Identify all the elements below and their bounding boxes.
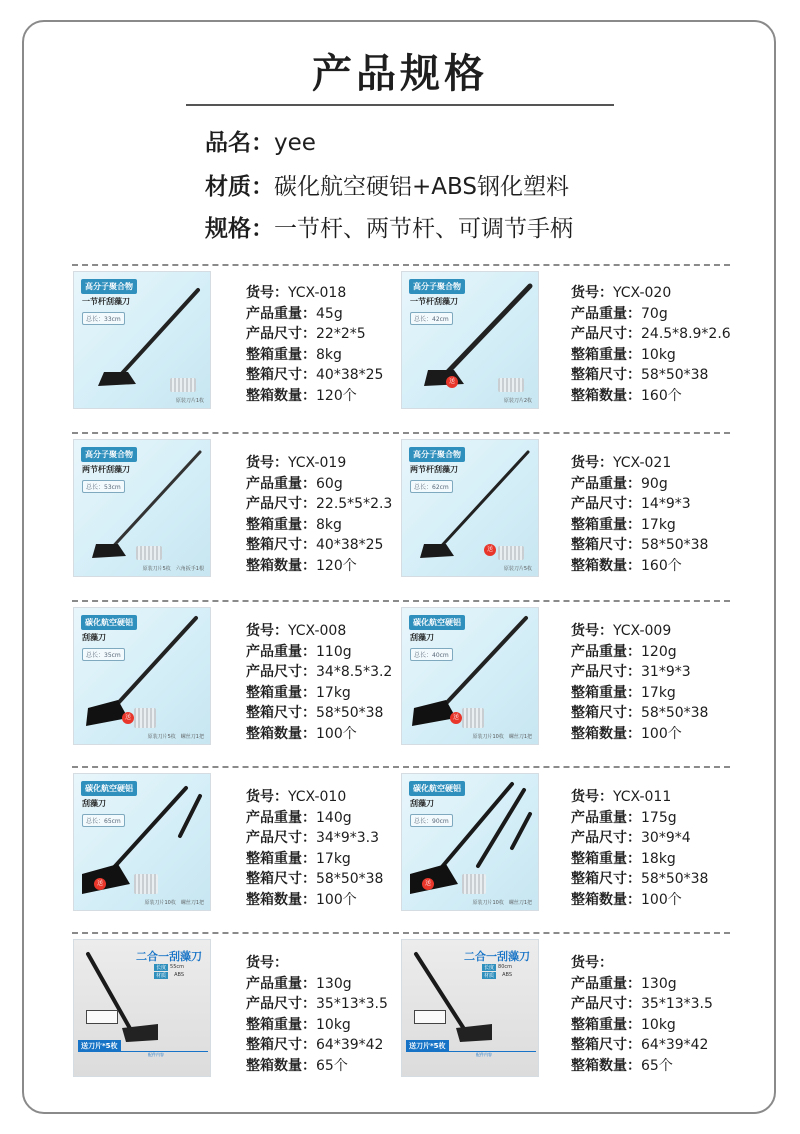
spec-label: 品名： — [205, 130, 274, 156]
size-value: 14*9*3 — [641, 496, 691, 513]
spec-label: 规格： — [205, 216, 274, 242]
product-heading: 二合一刮藻刀 — [464, 950, 530, 963]
product-info — [246, 787, 383, 911]
field-label: 产品重量： — [571, 475, 641, 492]
weight-value: 45g — [316, 305, 343, 322]
length-badge: 总长：53cm — [82, 480, 125, 493]
box-size-value: 58*50*38 — [641, 537, 709, 554]
spec-value: 一节杆、两节杆、可调节手柄 — [274, 216, 573, 242]
box-qty-value: 160个 — [641, 557, 682, 574]
blade-refill-icon — [498, 378, 524, 392]
field-label: 整箱尺寸： — [246, 537, 316, 554]
field-label: 货号： — [571, 285, 613, 301]
field-label: 整箱尺寸： — [246, 705, 316, 722]
length-badge: 总长：33cm — [82, 312, 125, 325]
sku-value: YCX-008 — [288, 623, 347, 639]
size-value: 35*13*3.5 — [641, 996, 713, 1013]
field-label: 货号： — [246, 955, 288, 971]
field-label: 产品重量： — [571, 809, 641, 826]
length-badge: 总长：40cm — [410, 648, 453, 661]
material-tag: 碳化航空硬铝 — [409, 615, 465, 630]
weight-value: 70g — [641, 305, 668, 322]
product-info — [246, 453, 392, 577]
product-image — [401, 773, 539, 911]
size-value: 34*9*3.3 — [316, 830, 379, 847]
product-subtitle: 刮藻刀 — [82, 633, 106, 642]
box-weight-value: 17kg — [641, 516, 676, 533]
field-label: 货号： — [246, 285, 288, 301]
field-label: 整箱重量： — [571, 1016, 641, 1033]
accessory-caption: 配件内容 — [104, 1051, 208, 1062]
blade-refill-icon — [170, 378, 196, 392]
sku-value: YCX-009 — [613, 623, 672, 639]
accessory-caption: 配件内容 — [432, 1051, 536, 1062]
field-label: 整箱数量： — [246, 1057, 316, 1074]
dashed-divider — [72, 766, 730, 768]
gift-badge: 送 — [446, 376, 458, 388]
sku-value: YCX-011 — [613, 789, 672, 805]
field-label: 整箱重量： — [571, 684, 641, 701]
field-label: 整箱数量： — [246, 725, 316, 742]
dashed-divider — [72, 432, 730, 434]
field-label: 产品重量： — [571, 305, 641, 322]
product-image — [401, 939, 539, 1077]
product-image — [401, 439, 539, 577]
box-size-value: 40*38*25 — [316, 367, 384, 384]
material-tag: 碳化航空硬铝 — [81, 781, 137, 796]
spec-label: 材质： — [205, 174, 274, 200]
blade-refill-icon — [498, 546, 524, 560]
weight-value: 110g — [316, 643, 352, 660]
product-image — [401, 607, 539, 745]
field-label: 货号： — [571, 955, 613, 971]
field-label: 整箱数量： — [246, 557, 316, 574]
field-label: 货号： — [571, 455, 613, 471]
box-weight-value: 8kg — [316, 516, 342, 533]
field-label: 产品尺寸： — [571, 326, 641, 343]
accessory-caption: 原装刀片5枚 六角扳手1根 — [142, 566, 204, 572]
product-subtitle: 一节杆刮藻刀 — [82, 297, 130, 306]
product-info — [571, 787, 708, 911]
box-weight-value: 10kg — [641, 346, 676, 363]
weight-value: 60g — [316, 475, 343, 492]
box-size-value: 58*50*38 — [641, 871, 709, 888]
field-label: 产品尺寸： — [246, 830, 316, 847]
blade-refill-icon — [136, 546, 162, 560]
box-qty-value: 100个 — [641, 725, 682, 742]
accessory-caption: 原装刀片10枚 螺丝刀1把 — [472, 900, 532, 906]
field-label: 整箱数量： — [246, 387, 316, 404]
product-info — [571, 621, 708, 745]
box-weight-value: 10kg — [641, 1016, 676, 1033]
product-info — [571, 453, 708, 577]
spec-name — [205, 124, 316, 157]
product-subtitle: 两节杆刮藻刀 — [82, 465, 130, 474]
weight-value: 140g — [316, 809, 352, 826]
product-info — [571, 283, 731, 407]
sku-value: YCX-019 — [288, 455, 347, 471]
field-label: 产品尺寸： — [571, 830, 641, 847]
blade-refill-icon — [462, 874, 486, 894]
sku-value: YCX-021 — [613, 455, 672, 471]
field-label: 整箱重量： — [246, 516, 316, 533]
field-label: 整箱重量： — [246, 1016, 316, 1033]
weight-value: 120g — [641, 643, 677, 660]
field-label: 产品尺寸： — [571, 996, 641, 1013]
gift-badge: 送 — [94, 878, 106, 890]
product-image — [73, 939, 211, 1077]
material-tag: 高分子聚合物 — [81, 279, 137, 294]
material-tag: 碳化航空硬铝 — [409, 781, 465, 796]
field-label: 整箱重量： — [571, 346, 641, 363]
size-value: 31*9*3 — [641, 664, 691, 681]
product-image — [73, 271, 211, 409]
field-label: 整箱数量： — [571, 557, 641, 574]
size-value: 34*8.5*3.2 — [316, 664, 393, 681]
spec-key: 长度 — [483, 965, 494, 971]
field-label: 产品重量： — [246, 475, 316, 492]
spec-variants — [205, 210, 573, 243]
material-tag: 高分子聚合物 — [81, 447, 137, 462]
box-size-value: 58*50*38 — [316, 871, 384, 888]
sku-value: YCX-010 — [288, 789, 347, 805]
length-badge: 总长：62cm — [410, 480, 453, 493]
gift-badge: 送 — [450, 712, 462, 724]
box-size-value: 58*50*38 — [641, 705, 709, 722]
gift-label: 送刀片*5枚 — [406, 1040, 449, 1052]
box-qty-value: 65个 — [641, 1057, 673, 1074]
spec-value: 碳化航空硬铝+ABS钢化塑料 — [274, 174, 569, 200]
product-image — [73, 439, 211, 577]
length-badge: 总长：35cm — [82, 648, 125, 661]
product-subtitle: 两节杆刮藻刀 — [410, 465, 458, 474]
accessory-caption: 原装刀片5枚 螺丝刀1把 — [147, 734, 204, 740]
title-underline — [186, 104, 614, 106]
box-qty-value: 100个 — [316, 725, 357, 742]
field-label: 整箱数量： — [571, 725, 641, 742]
field-label: 整箱尺寸： — [571, 871, 641, 888]
field-label: 货号： — [571, 789, 613, 805]
field-label: 整箱数量： — [571, 1057, 641, 1074]
field-label: 产品尺寸： — [246, 496, 316, 513]
size-value: 35*13*3.5 — [316, 996, 388, 1013]
product-info — [246, 283, 383, 407]
spec-material — [205, 168, 569, 201]
box-qty-value: 100个 — [316, 891, 357, 908]
field-label: 产品尺寸： — [246, 996, 316, 1013]
gift-badge: 送 — [422, 878, 434, 890]
spec-key: 材质 — [155, 973, 166, 979]
product-subtitle: 刮藻刀 — [82, 799, 106, 808]
box-size-value: 58*50*38 — [641, 367, 709, 384]
field-label: 货号： — [246, 455, 288, 471]
box-qty-value: 65个 — [316, 1057, 348, 1074]
field-label: 产品尺寸： — [571, 496, 641, 513]
box-qty-value: 100个 — [641, 891, 682, 908]
field-label: 整箱尺寸： — [246, 367, 316, 384]
product-image — [401, 271, 539, 409]
blade-box-icon — [414, 1010, 446, 1024]
field-label: 整箱尺寸： — [571, 705, 641, 722]
field-label: 整箱尺寸： — [246, 871, 316, 888]
field-label: 整箱重量： — [571, 516, 641, 533]
field-label: 产品重量： — [246, 305, 316, 322]
box-weight-value: 17kg — [641, 684, 676, 701]
weight-value: 130g — [316, 975, 352, 992]
box-weight-value: 17kg — [316, 684, 351, 701]
product-subtitle: 刮藻刀 — [410, 633, 434, 642]
box-size-value: 40*38*25 — [316, 537, 384, 554]
field-label: 货号： — [246, 623, 288, 639]
spec-val: 80cm — [498, 964, 512, 970]
length-badge: 总长：90cm — [410, 814, 453, 827]
field-label: 货号： — [246, 789, 288, 805]
product-info — [571, 953, 713, 1077]
blade-box-icon — [86, 1010, 118, 1024]
gift-badge: 送 — [484, 544, 496, 556]
accessory-caption: 原装刀片10枚 螺丝刀1把 — [472, 734, 532, 740]
box-weight-value: 10kg — [316, 1016, 351, 1033]
spec-val: ABS — [174, 972, 184, 978]
box-qty-value: 120个 — [316, 557, 357, 574]
box-qty-value: 160个 — [641, 387, 682, 404]
field-label: 整箱尺寸： — [571, 537, 641, 554]
size-value: 24.5*8.9*2.6 — [641, 326, 731, 343]
field-label: 产品重量： — [246, 643, 316, 660]
dashed-divider — [72, 600, 730, 602]
box-size-value: 64*39*42 — [641, 1037, 709, 1054]
field-label: 整箱重量： — [246, 346, 316, 363]
box-size-value: 64*39*42 — [316, 1037, 384, 1054]
product-info — [246, 953, 388, 1077]
spec-val: 55cm — [170, 964, 184, 970]
field-label: 产品尺寸： — [246, 326, 316, 343]
spec-key: 材质 — [483, 973, 494, 979]
blade-refill-icon — [134, 708, 156, 728]
field-label: 整箱尺寸： — [571, 1037, 641, 1054]
field-label: 整箱尺寸： — [246, 1037, 316, 1054]
weight-value: 90g — [641, 475, 668, 492]
sku-value: YCX-018 — [288, 285, 347, 301]
field-label: 整箱数量： — [246, 891, 316, 908]
field-label: 整箱重量： — [246, 684, 316, 701]
blade-refill-icon — [462, 708, 484, 728]
size-value: 22.5*5*2.3 — [316, 496, 393, 513]
box-weight-value: 8kg — [316, 346, 342, 363]
material-tag: 碳化航空硬铝 — [81, 615, 137, 630]
box-weight-value: 17kg — [316, 850, 351, 867]
product-subtitle: 一节杆刮藻刀 — [410, 297, 458, 306]
material-tag: 高分子聚合物 — [409, 447, 465, 462]
field-label: 整箱重量： — [246, 850, 316, 867]
gift-label: 送刀片*5枚 — [78, 1040, 121, 1052]
dashed-divider — [72, 264, 730, 266]
sku-value: YCX-020 — [613, 285, 672, 301]
product-image — [73, 607, 211, 745]
box-size-value: 58*50*38 — [316, 705, 384, 722]
dashed-divider — [72, 932, 730, 934]
field-label: 整箱数量： — [571, 387, 641, 404]
page-title: 产品规格 — [312, 51, 488, 97]
product-info — [246, 621, 392, 745]
field-label: 产品重量： — [246, 975, 316, 992]
field-label: 产品重量： — [246, 809, 316, 826]
box-qty-value: 120个 — [316, 387, 357, 404]
size-value: 30*9*4 — [641, 830, 691, 847]
field-label: 产品尺寸： — [246, 664, 316, 681]
product-image — [73, 773, 211, 911]
field-label: 货号： — [571, 623, 613, 639]
accessory-caption: 原装刀片1枚 — [175, 398, 204, 404]
material-tag: 高分子聚合物 — [409, 279, 465, 294]
field-label: 产品重量： — [571, 975, 641, 992]
accessory-caption: 原装刀片10枚 螺丝刀1把 — [144, 900, 204, 906]
weight-value: 175g — [641, 809, 677, 826]
weight-value: 130g — [641, 975, 677, 992]
blade-refill-icon — [134, 874, 158, 894]
spec-value: yee — [274, 130, 316, 156]
product-subtitle: 刮藻刀 — [410, 799, 434, 808]
length-badge: 总长：42cm — [410, 312, 453, 325]
field-label: 整箱尺寸： — [571, 367, 641, 384]
field-label: 产品尺寸： — [571, 664, 641, 681]
box-weight-value: 18kg — [641, 850, 676, 867]
field-label: 整箱数量： — [571, 891, 641, 908]
accessory-caption: 原装刀片2枚 — [503, 398, 532, 404]
size-value: 22*2*5 — [316, 326, 366, 343]
field-label: 整箱重量： — [571, 850, 641, 867]
length-badge: 总长：65cm — [82, 814, 125, 827]
field-label: 产品重量： — [571, 643, 641, 660]
product-heading: 二合一刮藻刀 — [136, 950, 202, 963]
spec-key: 长度 — [155, 965, 166, 971]
spec-val: ABS — [502, 972, 512, 978]
accessory-caption: 原装刀片5枚 — [503, 566, 532, 572]
gift-badge: 送 — [122, 712, 134, 724]
